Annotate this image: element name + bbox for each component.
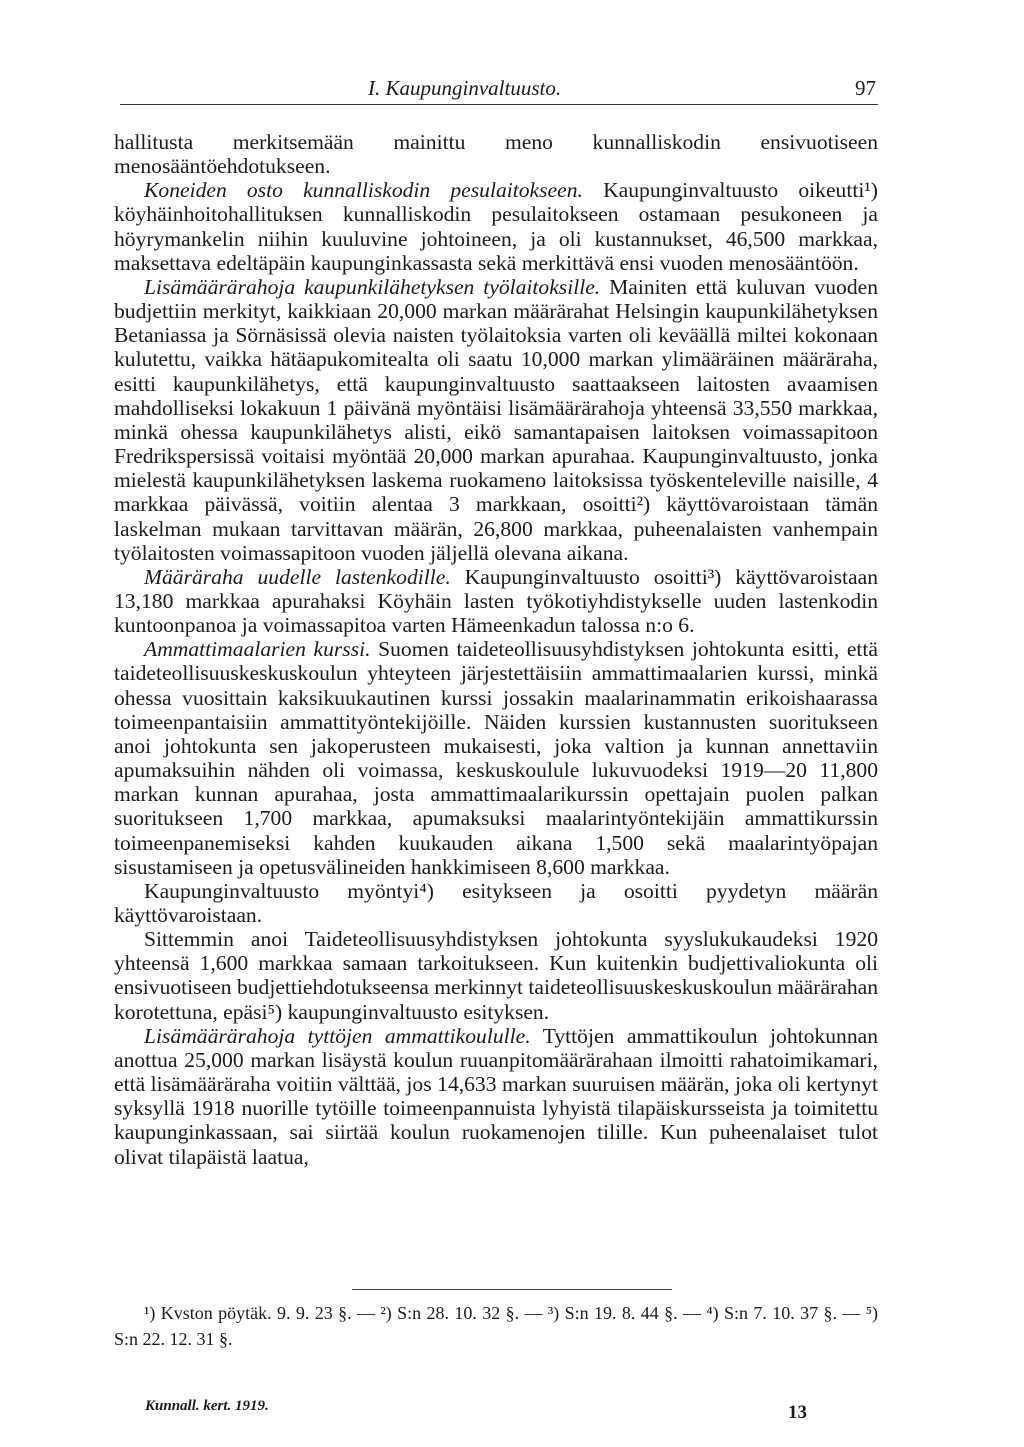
paragraph [114, 130, 878, 178]
paragraph-text: Sittemmin anoi Taideteollisuusyhdistyksen johtokunta syyslukukaudeksi 1920 yhteensä 1,600 markkaa samaan tarkoitukseen. Kun kuitenkin budjettivaliokunta oli ensivuotiseen budjettiehdotukseensa merkinnyt taideteollisuuskeskuskoulun määrärahan korotettuna, epäsi⁵) kaupunginvaltuusto esityksen. [114, 927, 878, 1024]
paragraph [114, 927, 878, 1024]
paragraph [114, 637, 878, 879]
footnotes [114, 1300, 878, 1352]
page-footer [114, 1398, 878, 1438]
section-heading: Lisämäärärahoja tyttöjen ammattikoululle. [144, 1023, 531, 1048]
paragraph-text: Kaupunginvaltuusto oikeutti¹) köyhäinhoitohallituksen kunnalliskodin pesulaitokseen ostamaan pesukoneen ja höyrymankelin niihin kuuluvine johtoineen, ja oli kustannukset, 46,500 markkaa, maksettava edeltäpäin kaupunginkassasta sekä merkittävä ensi vuoden menosääntöön. [114, 178, 878, 275]
section-heading: Ammattimaalarien kurssi. [144, 637, 371, 662]
signature-mark: Kunnall. kert. 1919. [145, 1398, 269, 1414]
paragraph-text: Tyttöjen ammattikoulun johtokunnan anottua 25,000 markan lisäystä koulun ruuanpitomäärärahaan ilmoitti rahatoimikamari, että lisämääräraha voitiin välttää, jos 14,633 markan suuruisen määrän, joka oli kertynyt syksyllä 1918 nuorille tytöille toimeenpannuista lyhyistä tilapäiskursseista ja toimitettu kaupunginkassaan, sai siirtää koulun ruokamenojen tilille. Kun puheenalaiset tulot olivat tilapäistä laatua, [114, 1023, 878, 1169]
paragraph [114, 879, 878, 927]
section-heading: Määräraha uudelle lastenkodille. [144, 564, 451, 589]
paragraph-text: hallitusta merkitsemään mainittu meno kunnalliskodin ensivuotiseen menosääntöehdotukseen. [114, 130, 878, 179]
paragraph-text: Kaupunginvaltuusto osoitti³) käyttövaroistaan 13,180 markkaa apurahaksi Köyhäin lasten työkotiyhdistykselle uuden lastenkodin kuntoonpanoa ja voimassapitoa varten Hämeenkadun talossa n:o 6. [114, 564, 879, 638]
running-title: I. Kaupunginvaltuusto. [368, 76, 562, 100]
paragraph [114, 565, 878, 637]
paragraph [114, 1024, 878, 1169]
body-text [114, 130, 878, 1169]
sheet-number: 13 [788, 1402, 807, 1423]
page-number: 97 [855, 76, 876, 100]
footnote-rule [352, 1289, 672, 1290]
footnote-text: ¹) Kvston pöytäk. 9. 9. 23 §. — ²) S:n 28. 10. 32 §. — ³) S:n 19. 8. 44 §. — ⁴) S:n 7. 10. 37 §. — ⁵) S:n 22. 12. 31 §. [114, 1303, 878, 1349]
paragraph-text: Suomen taideteollisuusyhdistyksen johtokunta esitti, että taideteollisuuskeskuskoulun yhteyteen järjestettäisiin ammattimaalarien kurssi, minkä ohessa vuosittain kaksikuukautinen kurssi jossakin maalarinammatin erikoishaarassa toimeenpantaisiin ammattityöntekijöille. Näiden kurssien kustannusten suoritukseen anoi johtokunta sen jakoperusteen mukaisesti, joka valtion ja kunnan annettaviin apumaksuihin nähden oli voimassa, keskuskoulule lukuvuodeksi 1919—20 11,800 markan kunnan apurahaa, josta ammattimaalarikurssin opettajain puolen palkan suoritukseen 1,700 markkaa, apumaksuksi maalarintyöntekijäin ammattikurssin toimeenpanemiseksi kahden kuukauden aikana 1,500 sekä maalarintyöpajan sisustamiseen ja opetusvälineiden hankkimiseen 8,600 markkaa. [114, 637, 878, 879]
paragraph-text: Kaupunginvaltuusto myöntyi⁴) esitykseen ja osoitti pyydetyn määrän käyttövaroistaan. [114, 878, 878, 927]
section-heading: Lisämäärärahoja kaupunkilähetyksen työlaitoksille. [144, 274, 601, 299]
paragraph-text: Mainiten että kuluvan vuoden budjettiin merkityt, kaikkiaan 20,000 markan määrärahat Helsingin kaupunkilähetyksen Betaniassa ja Sörnäsissä olevia naisten työlaitoksia varten oli keväällä miltei kokonaan kulutettu, vaikka hätäapukomitealta oli saatu 10,000 markan ylimääräinen määräraha, esitti kaupunkilähetys, että kaupunginvaltuusto saattaakseen laitosten avaamisen mahdolliseksi lokakuun 1 päivänä myöntäisi lisämäärärahoja yhteensä 33,550 markkaa, minkä ohessa kaupunkilähetys alisti, eikö samantapaisen laitoksen voimassapitoon Fredrikspersissä voitaisi myöntää 20,000 markan apurahaa. Kaupunginvaltuusto, jonka mielestä kaupunkilähetyksen laskema ruokameno laitoksissa työskenteleville naisille, 4 markkaa päivässä, voitiin alentaa 3 markkaan, osoitti²) käyttövaroistaan tämän laskelman mukaan tarvittavan määrän, 26,800 markkaa, puheenalaisten vanhempain työlaitosten voimassapitoon vuoden jäljellä olevana aikana. [114, 274, 878, 565]
paragraph [114, 275, 878, 565]
paragraph [114, 178, 878, 275]
section-heading: Koneiden osto kunnalliskodin pesulaitokseen. [144, 178, 583, 203]
header-rule [120, 104, 878, 105]
